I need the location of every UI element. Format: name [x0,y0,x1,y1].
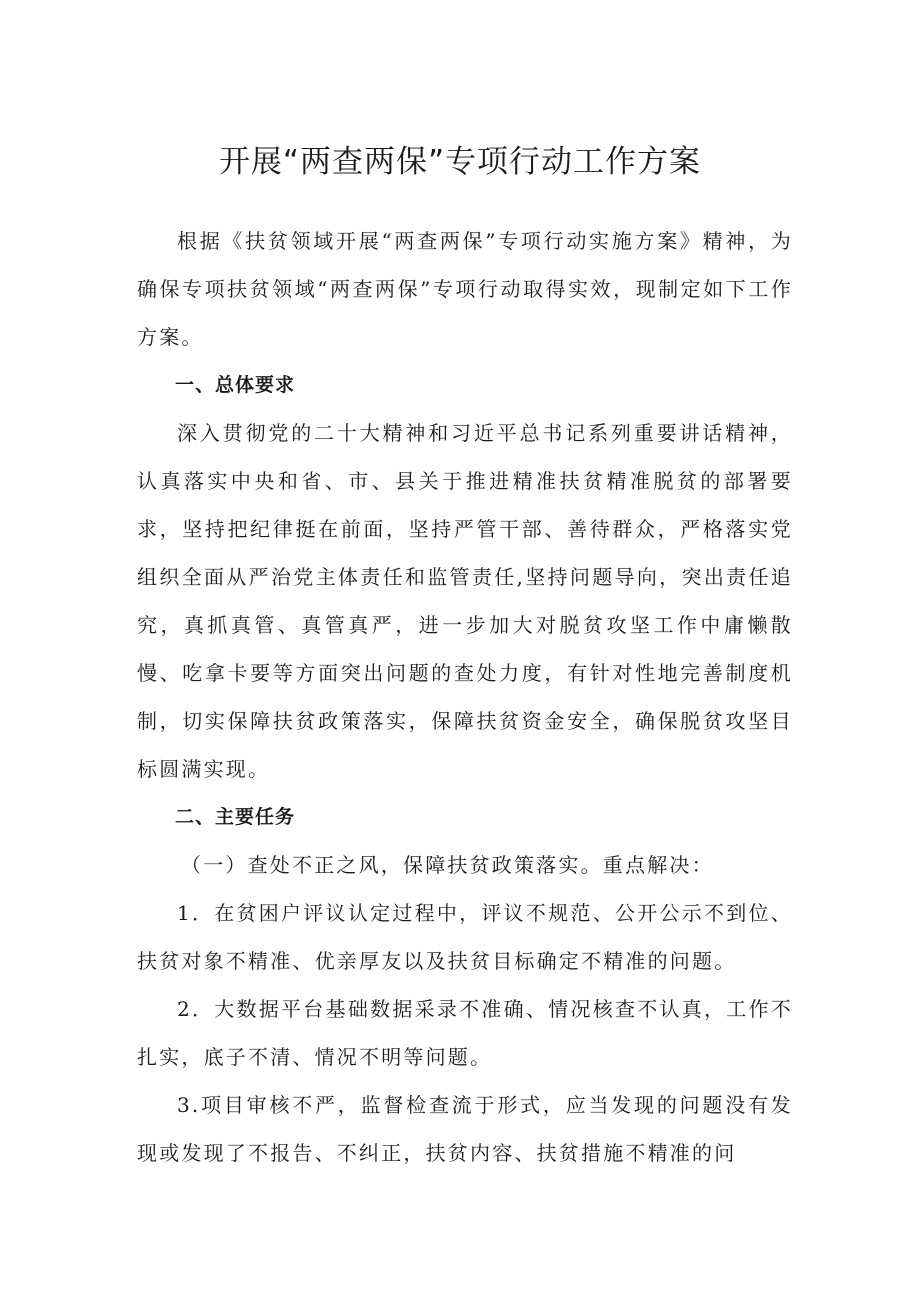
task-item-1: 1．在贫困户评议认定过程中，评议不规范、公开公示不到位、扶贫对象不精准、优亲厚友以及扶贫目标确定不精准的问题。 [137,901,793,973]
task-item-2: 2．大数据平台基础数据采录不准确、情况核查不认真，工作不扎实，底子不清、情况不明等问题。 [137,997,793,1069]
document-title: 开展“两查两保”专项行动工作方案 [218,144,702,180]
document-body [137,217,793,1177]
task-item-3: 3.项目审核不严，监督检查流于形式，应当发现的问题没有发现或发现了不报告、不纠正，扶贫内容、扶贫措施不精准的问 [137,1093,793,1165]
intro-paragraph: 根据《扶贫领域开展“两查两保”专项行动实施方案》精神，为确保专项扶贫领域“两查两保”专项行动取得实效，现制定如下工作方案。 [137,229,793,349]
section-heading-general-requirements: 一、总体要求 [175,374,296,396]
main-tasks-subheading: （一）查处不正之风，保障扶贫政策落实。重点解决： [181,853,714,877]
section-heading-main-tasks: 二、主要任务 [175,806,296,828]
general-requirements-paragraph: 深入贯彻党的二十大精神和习近平总书记系列重要讲话精神，认真落实中央和省、市、县关于推进精准扶贫精准脱贫的部署要求，坚持把纪律挺在前面，坚持严管干部、善待群众，严格落实党组织全面从严治党主体责任和监管责任,坚持问题导向，突出责任追究，真抓真管、真管真严，进一步加大对脱贫攻坚工作中庸懒散慢、吃拿卡要等方面突出问题的查处力度，有针对性地完善制度机制，切实保障扶贫政策落实，保障扶贫资金安全，确保脱贫攻坚目标圆满实现。 [137,421,793,781]
